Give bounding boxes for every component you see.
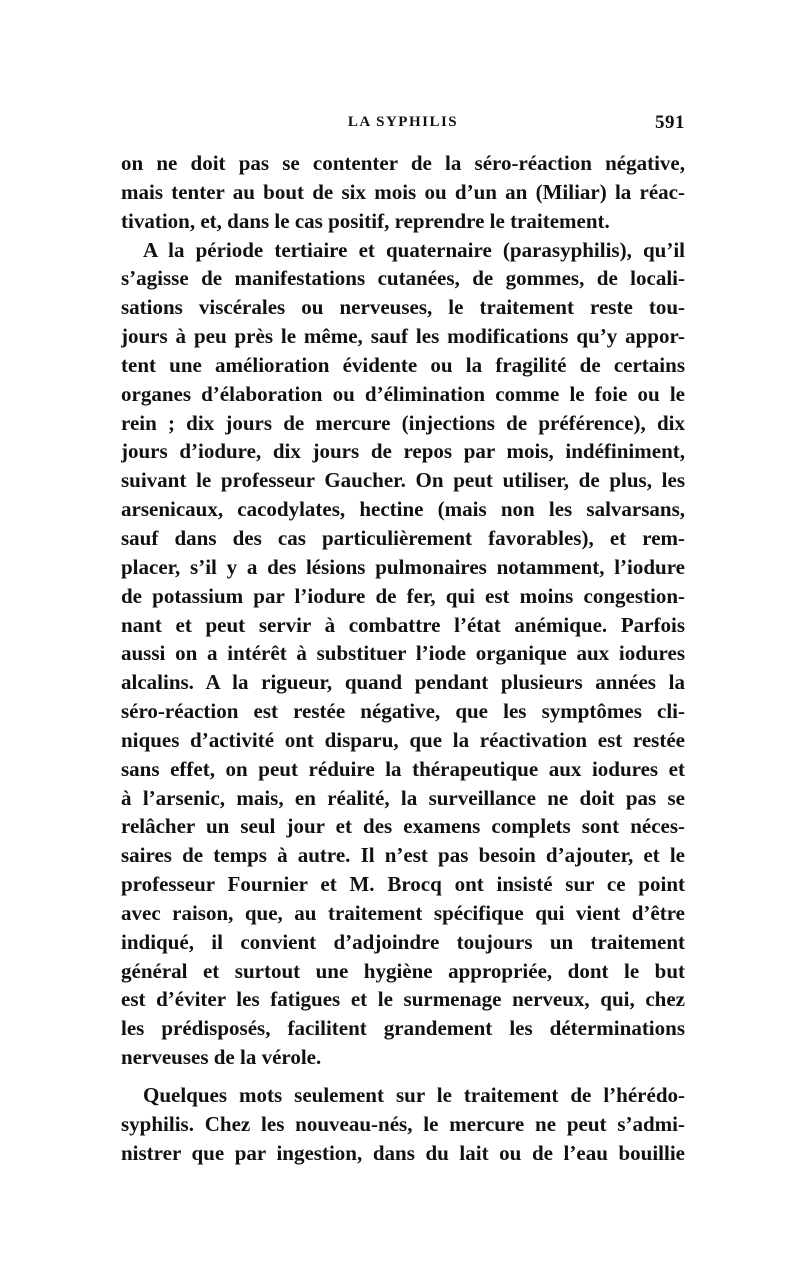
text-line: avec raison, que, au traitement spécifique qui vient d’être: [121, 900, 685, 925]
text-line: nant et peut servir à combattre l’état anémique. Parfois: [121, 612, 685, 637]
text-line: syphilis. Chez les nouveau-nés, le mercure ne peut s’admi-: [121, 1111, 685, 1136]
paragraph-gap: [121, 1072, 685, 1081]
text-line: de potassium par l’iodure de fer, qui est moins congestion-: [121, 583, 685, 608]
text-line: rein ; dix jours de mercure (injections de préférence), dix: [121, 410, 685, 435]
text-line: les prédisposés, facilitent grandement les déterminations: [121, 1016, 685, 1041]
body-text: [121, 149, 685, 1168]
page-number: 591: [655, 112, 685, 133]
running-title: LA SYPHILIS: [347, 114, 459, 130]
text-line: à l’arsenic, mais, en réalité, la surveillance ne doit pas se: [121, 785, 685, 810]
text-line: aussi on a intérêt à substituer l’iode organique aux iodures: [121, 641, 685, 666]
paragraph: [121, 236, 685, 1072]
text-line: nerveuses de la vérole.: [121, 1045, 322, 1070]
text-line: professeur Fournier et M. Brocq ont insisté sur ce point: [121, 872, 685, 897]
text-line: général et surtout une hygiène appropriée, dont le but: [121, 958, 685, 983]
text-line: séro-réaction est restée négative, que les symptômes cli-: [121, 699, 685, 724]
paragraph: [121, 149, 685, 236]
text-line: indiqué, il convient d’adjoindre toujours un traitement: [121, 929, 685, 954]
text-line: jours à peu près le même, sauf les modifications qu’y appor-: [121, 324, 685, 349]
text-line: on ne doit pas se contenter de la séro-réaction négative,: [121, 151, 685, 175]
text-line: placer, s’il y a des lésions pulmonaires notamment, l’iodure: [121, 554, 685, 579]
text-line: arsenicaux, cacodylates, hectine (mais non les salvarsans,: [121, 497, 685, 522]
text-line: Quelques mots seulement sur le traitement de l’hérédo-: [143, 1083, 685, 1107]
text-line: saires de temps à autre. Il n’est pas besoin d’ajouter, et le: [121, 843, 685, 868]
text-line: tivation, et, dans le cas positif, reprendre le traitement.: [121, 208, 610, 233]
text-line: A la période tertiaire et quaternaire (parasyphilis), qu’il: [143, 237, 685, 262]
text-line: tent une amélioration évidente ou la fragilité de certains: [121, 352, 685, 377]
text-line: niques d’activité ont disparu, que la réactivation est restée: [121, 727, 685, 752]
running-header: [121, 114, 685, 138]
text-line: nistrer que par ingestion, dans du lait ou de l’eau bouillie: [121, 1140, 685, 1165]
paragraph: [121, 1081, 685, 1168]
text-line: mais tenter au bout de six mois ou d’un an (Miliar) la réac-: [121, 179, 685, 204]
text-line: s’agisse de manifestations cutanées, de gommes, de locali-: [121, 266, 685, 291]
text-line: sauf dans des cas particulièrement favorables), et rem-: [121, 525, 685, 550]
text-line: organes d’élaboration ou d’élimination comme le foie ou le: [121, 381, 685, 406]
text-line: alcalins. A la rigueur, quand pendant plusieurs années la: [121, 670, 685, 695]
text-line: jours d’iodure, dix jours de repos par mois, indéfiniment,: [121, 439, 685, 464]
text-line: suivant le professeur Gaucher. On peut utiliser, de plus, les: [121, 468, 685, 493]
text-line: relâcher un seul jour et des examens complets sont néces-: [121, 814, 685, 839]
text-line: est d’éviter les fatigues et le surmenage nerveux, qui, chez: [121, 987, 685, 1012]
text-line: sans effet, on peut réduire la thérapeutique aux iodures et: [121, 756, 685, 781]
text-line: sations viscérales ou nerveuses, le traitement reste tou-: [121, 295, 685, 320]
